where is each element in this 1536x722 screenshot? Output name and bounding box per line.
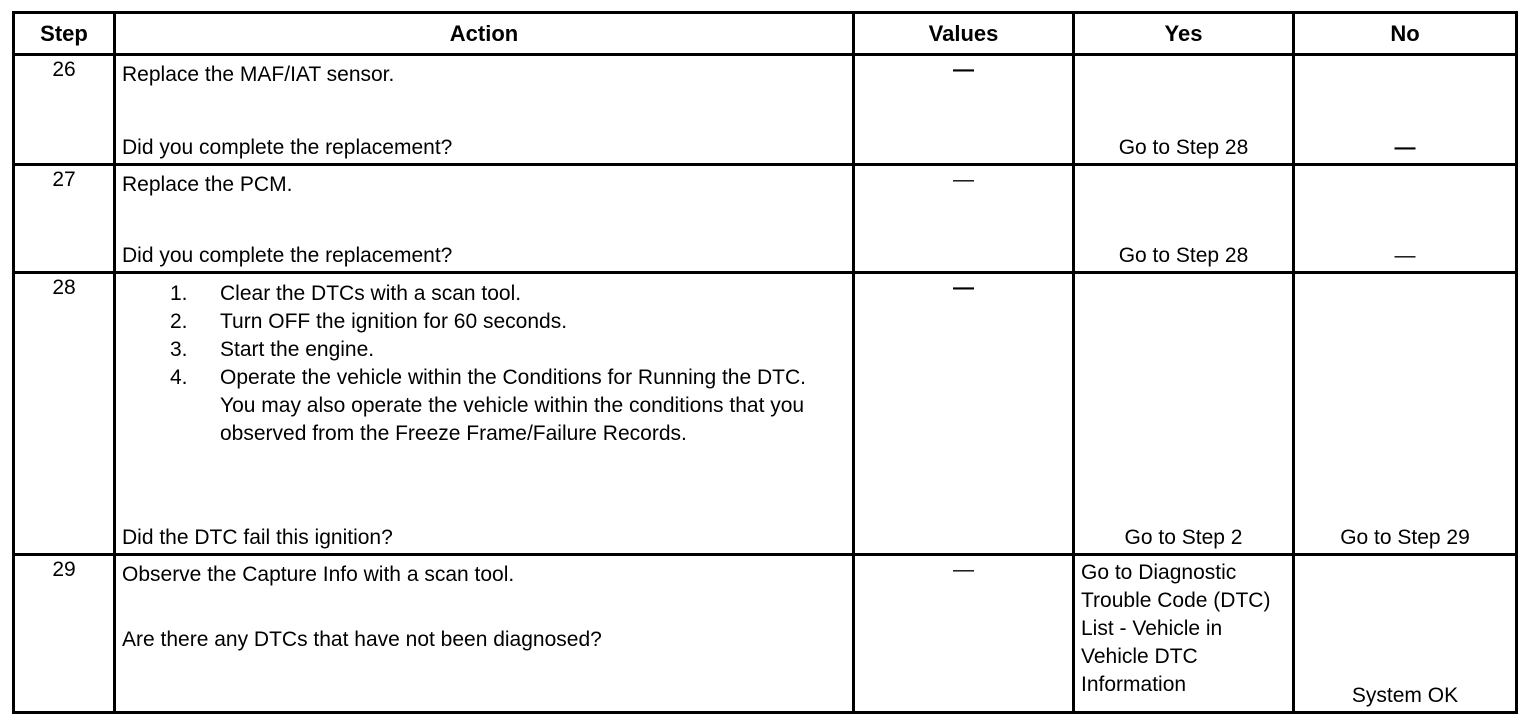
action-question: Did the DTC fail this ignition? [122, 526, 393, 549]
diagnostic-table [12, 11, 1518, 714]
header-values: Values [854, 13, 1074, 55]
yes-link[interactable]: Go to Step 28 [1118, 136, 1249, 159]
no-cell [1294, 273, 1517, 555]
header-yes: Yes [1074, 13, 1294, 55]
yes-link[interactable]: Go to Step 2 [1124, 526, 1243, 549]
yes-cell [1074, 55, 1294, 165]
action-cell [115, 555, 854, 713]
values-cell [854, 273, 1074, 555]
action-question: Are there any DTCs that have not been diagnosed? [122, 628, 602, 651]
list-item [116, 336, 836, 364]
header-row [14, 13, 1517, 55]
action-text: Observe the Capture Info with a scan tool. [122, 563, 515, 586]
step-number: 26 [14, 55, 115, 165]
yes-link[interactable]: Go to Step 28 [1118, 244, 1249, 267]
table-row-step-26 [14, 55, 1517, 165]
list-item [116, 280, 836, 308]
action-question: Did you complete the replacement? [122, 244, 453, 267]
action-text: Replace the PCM. [122, 173, 293, 196]
no-cell [1294, 55, 1517, 165]
table-row-step-27 [14, 165, 1517, 273]
step-number: 27 [14, 165, 115, 273]
substep-number: 2. [170, 310, 188, 333]
action-cell [115, 165, 854, 273]
yes-link[interactable]: Go to Diagnostic Trouble Code (DTC) List - Vehicle in Vehicle DTC Information [1081, 561, 1271, 696]
table-row-step-28 [14, 273, 1517, 555]
values-dash: — [953, 168, 974, 191]
step-number: 28 [14, 273, 115, 555]
substep-text: Operate the vehicle within the Conditions for Running the DTC. You may also operate the vehicle within the conditions that you observed from the Freeze Frame/Failure Records. [220, 366, 806, 445]
table-row-step-29 [14, 555, 1517, 713]
action-question: Did you complete the replacement? [122, 136, 453, 159]
diagnostic-table-container [12, 11, 1515, 710]
header-no: No [1294, 13, 1517, 55]
header-step: Step [14, 13, 115, 55]
no-cell [1294, 165, 1517, 273]
header-action: Action [115, 13, 854, 55]
substep-text: Start the engine. [220, 338, 375, 361]
substep-number: 1. [170, 282, 188, 305]
yes-cell [1074, 555, 1294, 713]
substep-text: Clear the DTCs with a scan tool. [220, 282, 522, 305]
list-item [116, 308, 836, 336]
substep-text: Turn OFF the ignition for 60 seconds. [220, 310, 568, 333]
values-cell [854, 55, 1074, 165]
yes-cell [1074, 273, 1294, 555]
values-cell [854, 165, 1074, 273]
action-cell [115, 55, 854, 165]
values-dash: — [953, 276, 974, 299]
no-link[interactable]: Go to Step 29 [1340, 526, 1470, 549]
values-cell [854, 555, 1074, 713]
action-cell [115, 273, 854, 555]
yes-cell [1074, 165, 1294, 273]
no-result: System OK [1351, 684, 1459, 707]
action-text: Replace the MAF/IAT sensor. [122, 63, 395, 86]
no-dash: — [1394, 136, 1416, 159]
substep-number: 3. [170, 338, 188, 361]
values-dash: — [953, 58, 974, 81]
list-item [116, 364, 836, 448]
substep-list [116, 280, 836, 448]
step-number: 29 [14, 555, 115, 713]
values-dash: — [953, 558, 974, 581]
no-cell [1294, 555, 1517, 713]
substep-number: 4. [170, 366, 188, 389]
no-dash: — [1394, 244, 1416, 267]
